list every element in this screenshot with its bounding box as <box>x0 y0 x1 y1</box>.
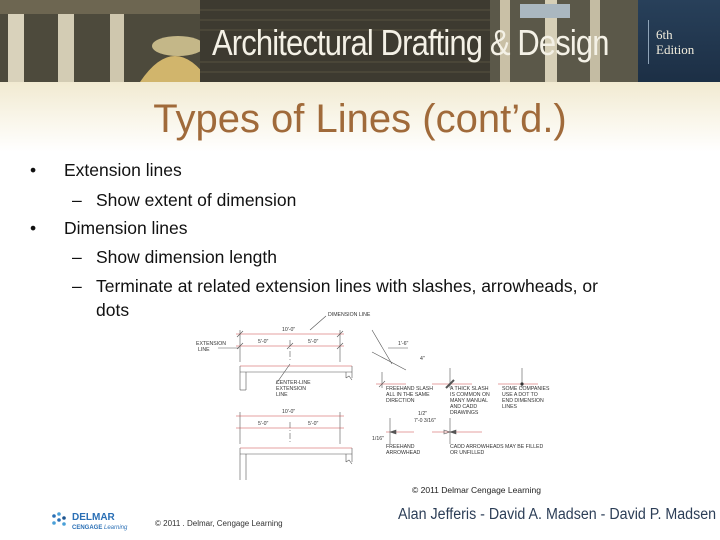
figure-label: 5'-0" <box>258 339 269 345</box>
figure-label: 10'-0" <box>282 327 296 333</box>
bullet-marker: • <box>30 160 37 180</box>
figure-label: 7'-0 3/16" <box>414 418 436 424</box>
figure-label: 4" <box>420 356 425 362</box>
figure-label: SOME COMPANIES <box>502 386 550 392</box>
figure-label: USE A DOT TO <box>502 392 538 398</box>
bullet-text: Extension lines <box>64 160 182 180</box>
edition-word: Edition <box>656 42 695 57</box>
edition-number: 6th <box>656 27 673 42</box>
bullet-marker: • <box>30 218 37 238</box>
figure-credit: © 2011 Delmar Cengage Learning <box>412 485 541 495</box>
sub-bullet-marker: – <box>72 190 82 210</box>
figure-label: FREEHAND <box>386 444 415 450</box>
figure-label: END DIMENSION <box>502 398 544 404</box>
figure-label: IS COMMON ON <box>450 392 490 398</box>
authors: Alan Jefferis - David A. Madsen - David P. Madsen <box>398 506 717 523</box>
figure-label: CADD ARROWHEADS MAY BE FILLED <box>450 444 544 450</box>
figure-label: ALL IN THE SAME <box>386 392 430 398</box>
sub-bullet-text: dots <box>96 300 130 320</box>
figure-label: OR UNFILLED <box>450 450 485 456</box>
delmar-logo-icon <box>52 512 66 526</box>
figure-label: FREEHAND SLASH <box>386 386 433 392</box>
footer-copyright: © 2011 . Delmar, Cengage Learning <box>155 519 283 528</box>
delmar-logo <box>50 510 150 532</box>
figure-label: MANY MANUAL <box>450 398 488 404</box>
figure-label: ARROWHEAD <box>386 450 421 456</box>
logo-sub: Learning <box>104 525 128 531</box>
figure-label: DIRECTION <box>386 398 415 404</box>
bullet-text: Dimension lines <box>64 218 188 238</box>
figure-label: DRAWINGS <box>450 410 479 416</box>
figure-label: 1/2" <box>418 411 428 417</box>
sub-bullet-marker: – <box>72 247 82 267</box>
book-title: Architectural Drafting & Design <box>212 22 609 63</box>
figure-label: 10'-0" <box>282 409 296 415</box>
sub-bullet-text: Show extent of dimension <box>96 190 297 210</box>
slide-title: Types of Lines (cont’d.) <box>153 97 567 141</box>
figure-label: CENTER-LINE <box>276 380 311 386</box>
figure-label: 5'-0" <box>308 339 319 345</box>
figure-label: 1/16" <box>372 436 384 442</box>
figure-label: 1'-6" <box>398 341 409 347</box>
figure-label: EXTENSION <box>196 341 226 347</box>
edition-label <box>656 27 694 57</box>
figure-label: EXTENSION <box>276 386 306 392</box>
figure-label: 5'-0" <box>308 421 319 427</box>
header-banner <box>0 0 720 82</box>
sub-bullet-marker: – <box>72 276 82 296</box>
dimension-lines-figure <box>192 308 578 494</box>
figure-label: DIMENSION LINE <box>328 312 371 318</box>
edition-divider <box>648 20 649 64</box>
figure-label: LINE <box>276 392 288 398</box>
sub-bullet-text: Show dimension length <box>96 247 277 267</box>
logo-word: DELMAR <box>72 512 115 523</box>
figure-label: A THICK SLASH <box>450 386 489 392</box>
figure-label: LINE <box>198 347 210 353</box>
sub-bullet-text: Terminate at related extension lines with slashes, arrowheads, or <box>96 276 598 296</box>
figure-label: LINES <box>502 404 517 410</box>
figure-label: AND CADD <box>450 404 478 410</box>
figure-label: 5'-0" <box>258 421 269 427</box>
logo-sub: CENGAGE <box>72 525 103 531</box>
